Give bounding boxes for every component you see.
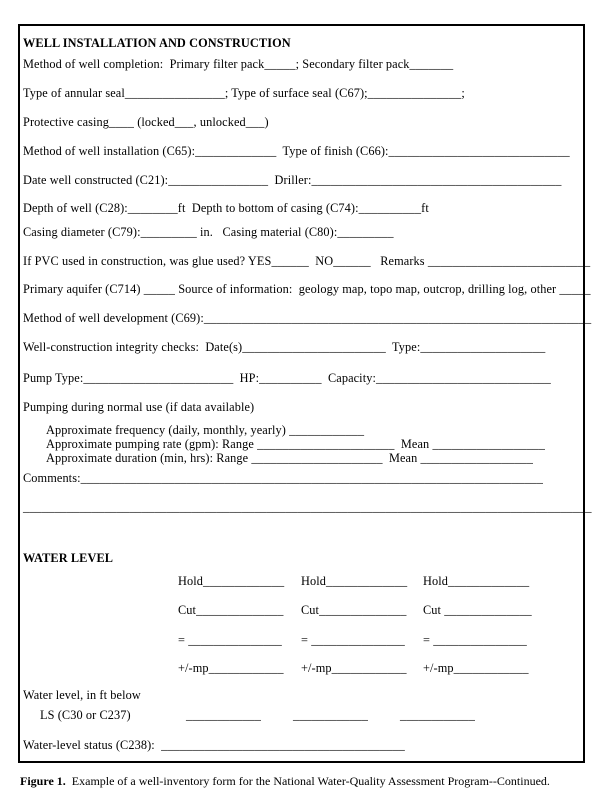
field-pvc-glue-remarks: If PVC used in construction, was glue used? YES______ NO______ Remarks __________________________ bbox=[23, 254, 591, 268]
field-approx-pumping-rate: Approximate pumping rate (gpm): Range ______________________ Mean __________________ bbox=[46, 437, 545, 451]
field-water-level-status: Water-level status (C238): _______________________________________ bbox=[23, 738, 405, 752]
field-comments-line2: ___________________________________________________________________________________________ bbox=[23, 500, 592, 514]
field-hold-col2: Hold_____________ bbox=[301, 574, 408, 588]
field-depth-of-well: Depth of well (C28):________ft Depth to bottom of casing (C74):__________ft bbox=[23, 201, 429, 215]
field-annular-surface-seal: Type of annular seal________________; Type of surface seal (C67);_______________; bbox=[23, 86, 465, 100]
field-comments: Comments:__________________________________________________________________________ bbox=[23, 471, 543, 485]
field-well-completion: Method of well completion: Primary filter pack_____; Secondary filter pack_______ bbox=[23, 57, 454, 71]
field-well-development-method: Method of well development (C69):______________________________________________________________ bbox=[23, 311, 592, 325]
field-integrity-checks: Well-construction integrity checks: Date(s)_______________________ Type:____________________ bbox=[23, 340, 546, 354]
field-primary-aquifer-source: Primary aquifer (C714) _____ Source of information: geology map, topo map, outcrop, drilling log, other _____ bbox=[23, 282, 591, 296]
label-pumping-normal-use: Pumping during normal use (if data available) bbox=[23, 400, 255, 414]
figure-caption-text: Example of a well-inventory form for the National Water-Quality Assessment Program--Continued. bbox=[65, 774, 550, 788]
field-equals-col3: = _______________ bbox=[423, 633, 527, 647]
label-ls-c30-c237: LS (C30 or C237) bbox=[40, 708, 131, 722]
field-cut-col3: Cut ______________ bbox=[423, 603, 532, 617]
figure-caption bbox=[20, 774, 550, 789]
field-hold-col3: Hold_____________ bbox=[423, 574, 530, 588]
field-ls-blank-3: ____________ bbox=[400, 708, 475, 722]
section-title-well-installation: WELL INSTALLATION AND CONSTRUCTION bbox=[23, 36, 291, 50]
field-mp-col1: +/-mp____________ bbox=[178, 661, 284, 675]
field-equals-col2: = _______________ bbox=[301, 633, 405, 647]
field-pump-type-hp-capacity: Pump Type:________________________ HP:__________ Capacity:____________________________ bbox=[23, 371, 551, 385]
field-equals-col1: = _______________ bbox=[178, 633, 282, 647]
section-title-water-level: WATER LEVEL bbox=[23, 551, 114, 565]
form-border-box bbox=[18, 24, 585, 763]
field-approx-duration: Approximate duration (min, hrs): Range _____________________ Mean __________________ bbox=[46, 451, 533, 465]
field-hold-col1: Hold_____________ bbox=[178, 574, 285, 588]
field-date-constructed-driller: Date well constructed (C21):________________ Driller:________________________________________ bbox=[23, 173, 562, 187]
field-installation-method-finish: Method of well installation (C65):_____________ Type of finish (C66):_____________________________ bbox=[23, 144, 570, 158]
field-casing-diameter-material: Casing diameter (C79):_________ in. Casing material (C80):_________ bbox=[23, 225, 394, 239]
label-water-level-ft-below: Water level, in ft below bbox=[23, 688, 141, 702]
field-ls-blank-1: ____________ bbox=[186, 708, 261, 722]
figure-caption-label: Figure 1. bbox=[20, 774, 66, 788]
field-approx-frequency: Approximate frequency (daily, monthly, yearly) ____________ bbox=[46, 423, 365, 437]
field-cut-col1: Cut______________ bbox=[178, 603, 284, 617]
field-ls-blank-2: ____________ bbox=[293, 708, 368, 722]
field-protective-casing: Protective casing____ (locked___, unlocked___) bbox=[23, 115, 269, 129]
field-mp-col2: +/-mp____________ bbox=[301, 661, 407, 675]
field-cut-col2: Cut______________ bbox=[301, 603, 407, 617]
field-mp-col3: +/-mp____________ bbox=[423, 661, 529, 675]
